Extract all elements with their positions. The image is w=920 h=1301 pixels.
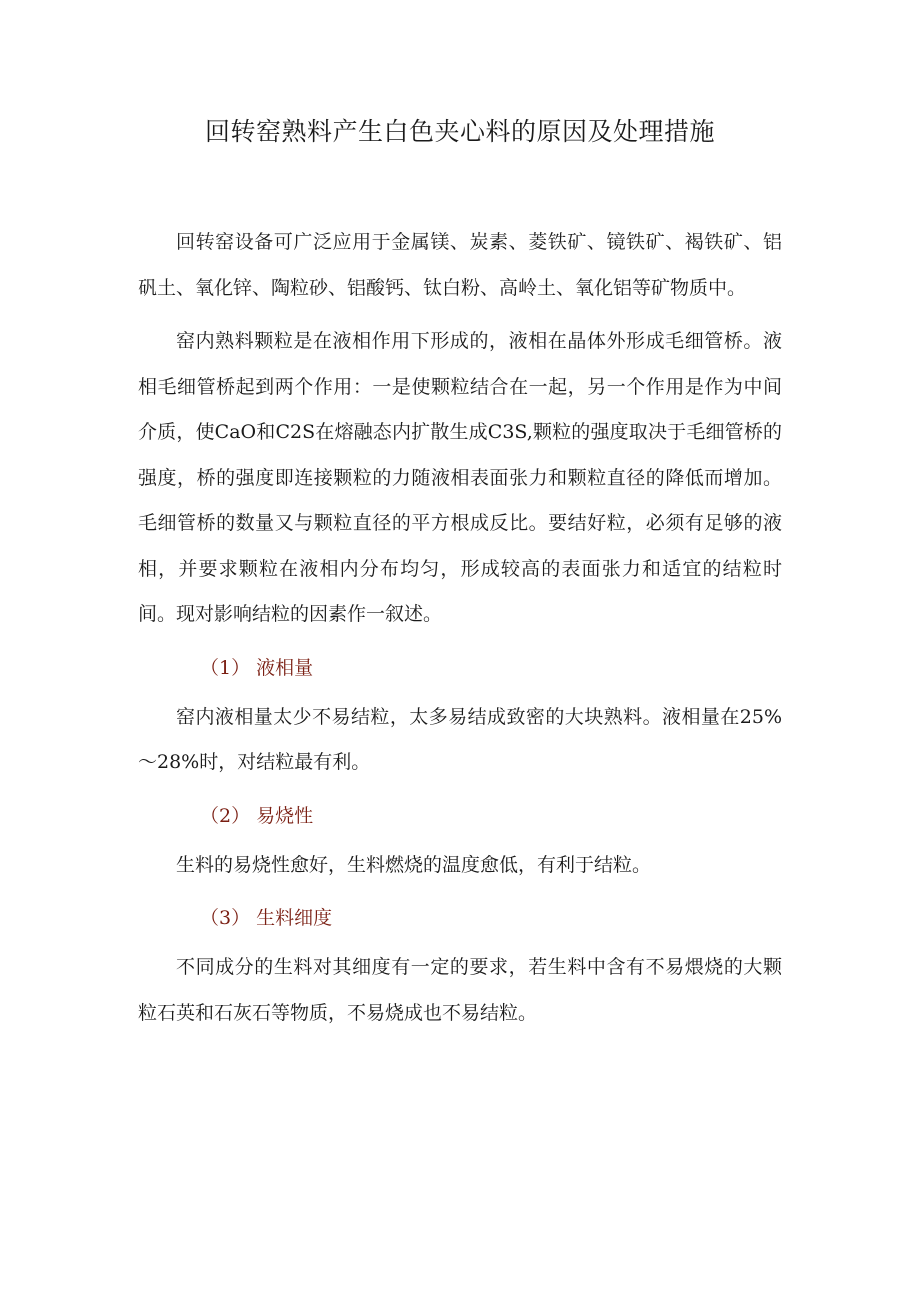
intro-paragraph: 回转窑设备可广泛应用于金属镁、炭素、菱铁矿、镜铁矿、褐铁矿、铝矾土、氧化锌、陶粒砂、铝酸钙、钛白粉、高岭土、氧化铝等矿物质中。 <box>138 231 782 299</box>
section-number: （3） <box>200 907 251 929</box>
section-heading-text: 液相量 <box>256 656 314 679</box>
section-body-burnability: 生料的易烧性愈好，生料燃烧的温度愈低，有利于结粒。 <box>176 853 652 876</box>
section-heading-text: 易烧性 <box>256 804 314 827</box>
section-heading-burnability <box>138 794 782 839</box>
section-heading-liquid-phase <box>138 646 782 691</box>
section-body-liquid-phase: 窑内液相量太少不易结粒，太多易结成致密的大块熟料。液相量在25%～28%时，对结粒最有利。 <box>138 705 782 773</box>
section-heading-text: 生料细度 <box>256 907 333 929</box>
mechanism-paragraph: 窑内熟料颗粒是在液相作用下形成的，液相在晶体外形成毛细管桥。液相毛细管桥起到两个作用：一是使颗粒结合在一起，另一个作用是作为中间介质，使CaO和C2S在熔融态内扩散生成C3S,颗粒的强度取决于毛细管桥的强度，桥的强度即连接颗粒的力随液相表面张力和颗粒直径的降低而增加。毛细管桥的数量又与颗粒直径的平方根成反比。要结好粒，必须有足够的液相，并要求颗粒在液相内分布均匀，形成较高的表面张力和适宜的结粒时间。现对影响结粒的因素作一叙述。 <box>138 330 782 625</box>
section-heading-raw-meal-fineness <box>138 896 782 941</box>
section-number: （1） <box>200 656 251 679</box>
section-body-raw-meal-fineness: 不同成分的生料对其细度有一定的要求，若生料中含有不易煨烧的大颗粒石英和石灰石等物质，不易烧成也不易结粒。 <box>138 956 782 1024</box>
document-title: 回转窑熟料产生白色夹心料的原因及处理措施 <box>204 117 715 146</box>
section-number: （2） <box>200 804 251 827</box>
